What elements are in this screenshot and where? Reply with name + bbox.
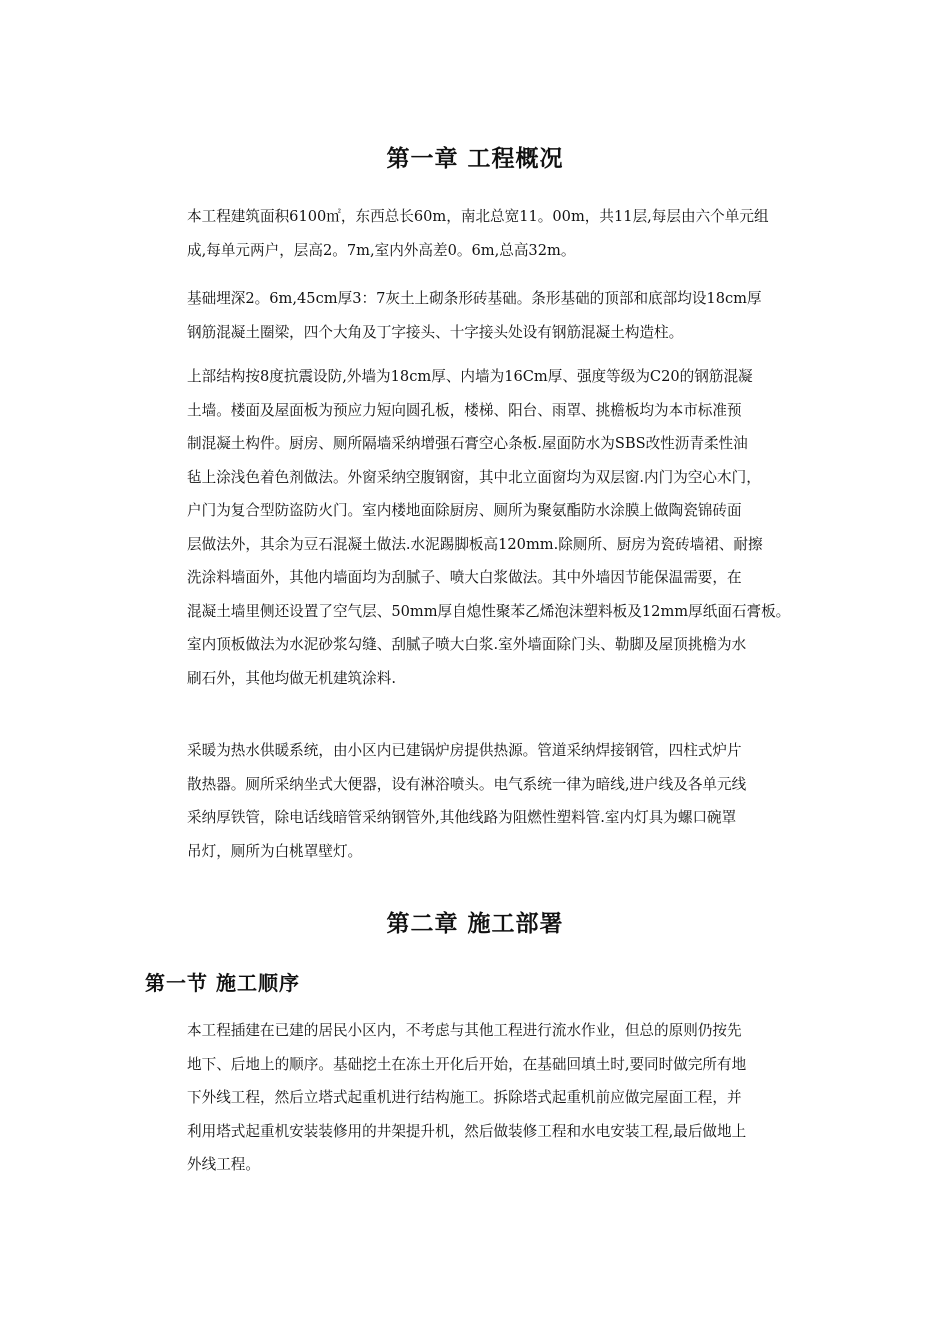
paragraph-line: 采暖为热水供暖系统，由小区内已建锅炉房提供热源。管道采纳焊接钢管，四柱式炉片 [187, 742, 742, 759]
paragraph-line: 散热器。厕所采纳坐式大便器，设有淋浴喷头。电气系统一律为暗线,进户线及各单元线 [187, 775, 747, 793]
paragraph-line: 吊灯，厕所为白桃罩壁灯。 [187, 842, 363, 860]
paragraph-line: 下外线工程，然后立塔式起重机进行结构施工。拆除塔式起重机前应做完屋面工程，并 [187, 1089, 742, 1106]
paragraph-line: 制混凝土构件。厨房、厕所隔墙采纳增强石膏空心条板.屋面防水为SBS改性沥青柔性油 [187, 435, 748, 452]
paragraph-line: 采纳厚铁管，除电话线暗管采纳钢管外,其他线路为阻燃性塑料管.室内灯具为螺口碗罩 [187, 809, 737, 826]
paragraph-line: 钢筋混凝土圈梁，四个大角及丁字接头、十字接头处设有钢筋混凝土构造柱。 [187, 323, 684, 341]
chapter-1-paragraph-4 [187, 734, 827, 868]
chapter-1-paragraph-3 [187, 360, 827, 695]
paragraph-line: 外线工程。 [187, 1156, 260, 1173]
chapter-1-paragraph-1 [187, 200, 827, 267]
paragraph-line: 层做法外，其余为豆石混凝土做法.水泥踢脚板高120mm.除厕所、厨房为瓷砖墙裙、耐擦 [187, 535, 763, 553]
paragraph-line: 成,每单元两户，层高2。7m,室内外高差0。6m,总高32m。 [187, 241, 576, 259]
chapter-2-title: 第二章 施工部署 [386, 911, 564, 937]
paragraph-line: 基础埋深2。6m,45cm厚3：7灰土上砌条形砖基础。条形基础的顶部和底部均设18cm厚 [187, 290, 762, 307]
paragraph-line: 本工程建筑面积6100㎡，东西总长60m，南北总宽11。00m，共11层,每层由六个单元组 [187, 208, 769, 225]
chapter-1-paragraph-2 [187, 282, 827, 349]
section-1-paragraph-1 [187, 1014, 827, 1182]
paragraph-line: 土墙。楼面及屋面板为预应力短向圆孔板，楼梯、阳台、雨罩、挑檐板均为本市标准预 [187, 401, 742, 419]
paragraph-line: 上部结构按8度抗震设防,外墙为18cm厚、内墙为16Cm厚、强度等级为C20的钢筋混凝 [187, 368, 753, 385]
paragraph-line: 混凝土墙里侧还设置了空气层、50mm厚自熄性聚苯乙烯泡沫塑料板及12mm厚纸面石膏板。 [187, 602, 791, 620]
paragraph-line: 地下、后地上的顺序。基础挖土在冻土开化后开始，在基础回填土时,要同时做完所有地 [187, 1055, 747, 1073]
paragraph-line: 毡上涂浅色着色剂做法。外窗采纳空腹钢窗，其中北立面窗均为双层窗.内门为空心木门， [187, 468, 761, 486]
chapter-1-title: 第一章 工程概况 [386, 146, 564, 172]
paragraph-line: 室内顶板做法为水泥砂浆勾缝、刮腻子喷大白浆.室外墙面除门头、勒脚及屋顶挑檐为水 [187, 636, 747, 653]
paragraph-line: 本工程插建在已建的居民小区内，不考虑与其他工程进行流水作业，但总的原则仍按先 [187, 1022, 742, 1039]
paragraph-line: 刷石外，其他均做无机建筑涂料. [187, 669, 396, 687]
paragraph-line: 利用塔式起重机安装装修用的井架提升机，然后做装修工程和水电安装工程,最后做地上 [187, 1122, 747, 1140]
paragraph-line: 洗涂料墙面外，其他内墙面均为刮腻子、喷大白浆做法。其中外墙因节能保温需要，在 [187, 569, 742, 586]
section-1-title: 第一节 施工顺序 [145, 971, 300, 995]
paragraph-line: 户门为复合型防盗防火门。室内楼地面除厨房、厕所为聚氨酯防水涂膜上做陶瓷锦砖面 [187, 502, 742, 519]
